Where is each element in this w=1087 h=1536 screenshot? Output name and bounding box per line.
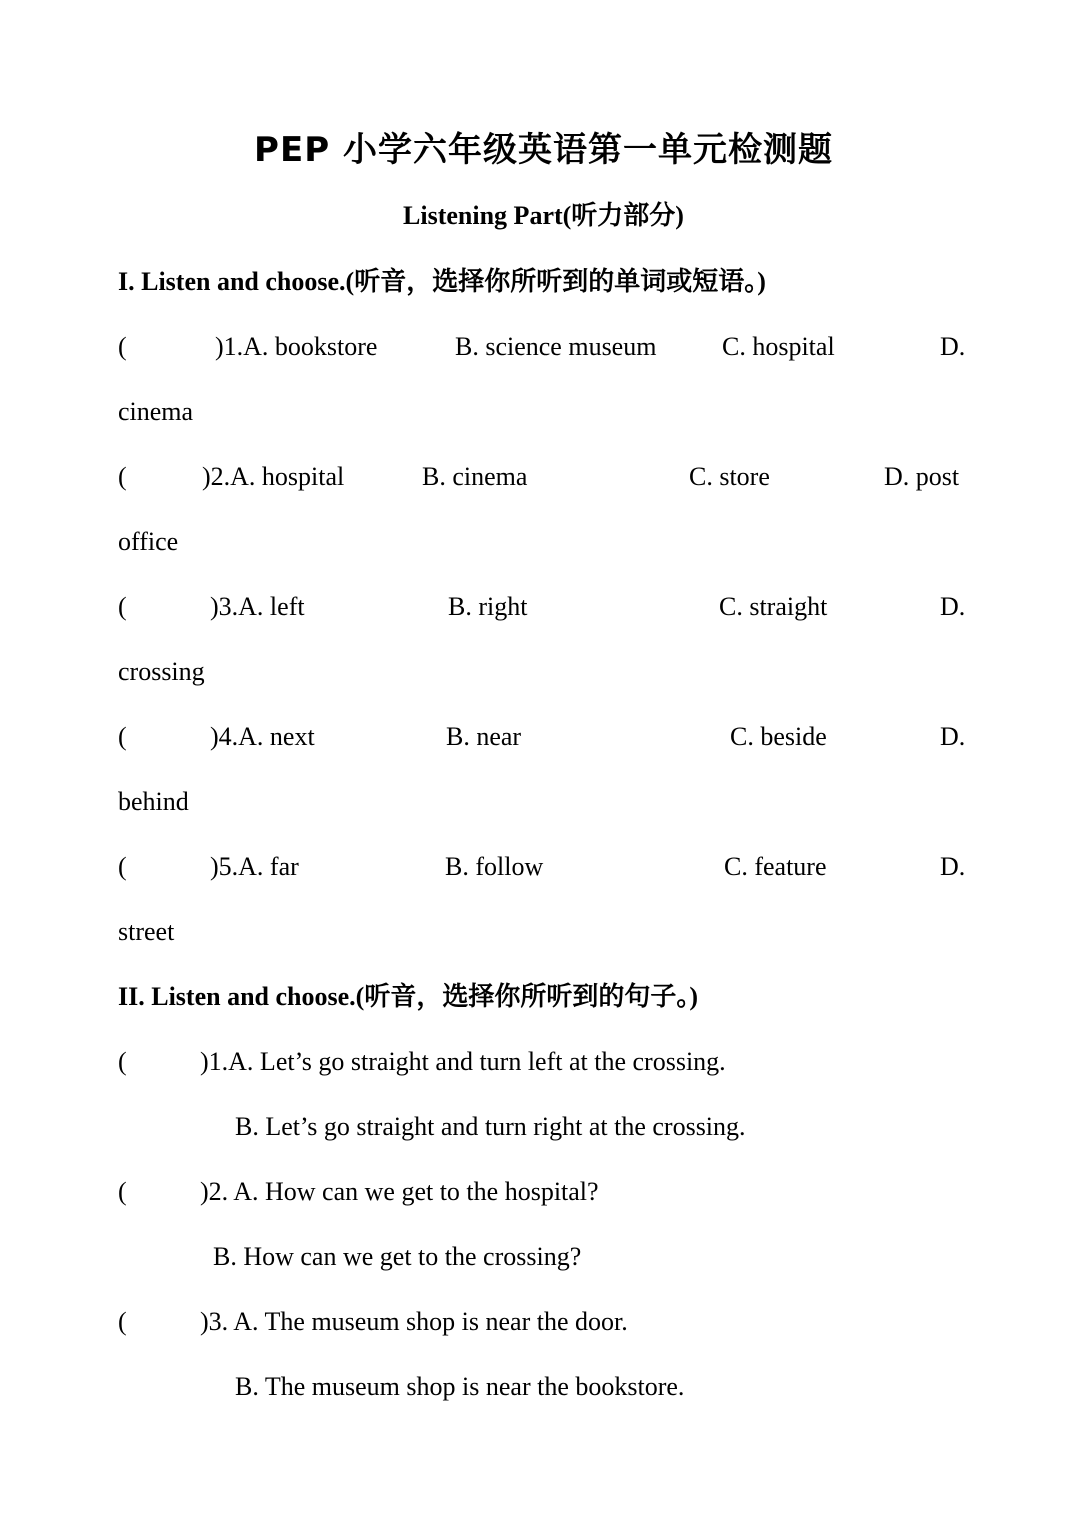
option-d: D. xyxy=(940,332,966,361)
sentence-a: )1.A. Let’s go straight and turn left at the crossing. xyxy=(200,1047,726,1076)
option-d-continued: crossing xyxy=(118,657,205,686)
option-b: B. cinema xyxy=(422,462,528,491)
option-c: C. beside xyxy=(730,722,827,751)
option-d: D. xyxy=(940,592,966,621)
option-c: C. feature xyxy=(724,852,827,881)
option-a: )3.A. left xyxy=(210,592,305,621)
option-d: D. xyxy=(940,722,966,751)
option-b: B. right xyxy=(448,592,528,621)
sentence-b: B. Let’s go straight and turn right at the crossing. xyxy=(235,1112,746,1141)
option-b: B. follow xyxy=(445,852,544,881)
option-c: C. store xyxy=(689,462,770,491)
option-d-continued: office xyxy=(118,527,179,556)
answer-blank: ( xyxy=(118,1307,127,1336)
option-a: )4.A. next xyxy=(210,722,315,751)
part-subtitle: Listening Part(听力部分) xyxy=(403,201,684,230)
option-d-continued: cinema xyxy=(118,397,194,426)
option-b: B. science museum xyxy=(455,332,657,361)
sentence-b: B. The museum shop is near the bookstore. xyxy=(235,1372,685,1401)
option-c: C. straight xyxy=(719,592,828,621)
option-a: )5.A. far xyxy=(210,852,299,881)
option-d-continued: street xyxy=(118,917,175,946)
option-a: )2.A. hospital xyxy=(202,462,345,491)
option-b: B. near xyxy=(446,722,522,751)
page-title: PEP 小学六年级英语第一单元检测题 xyxy=(254,130,833,170)
answer-blank: ( xyxy=(118,462,127,491)
option-d: D. post xyxy=(884,462,960,491)
section-1-heading: I. Listen and choose.(听音，选择你所听到的单词或短语。) xyxy=(118,267,766,296)
section-2-heading: II. Listen and choose.(听音，选择你所听到的句子。) xyxy=(118,982,698,1011)
option-d-continued: behind xyxy=(118,787,189,816)
option-d: D. xyxy=(940,852,966,881)
answer-blank: ( xyxy=(118,592,127,621)
answer-blank: ( xyxy=(118,852,127,881)
answer-blank: ( xyxy=(118,1047,127,1076)
sentence-b: B. How can we get to the crossing? xyxy=(213,1242,582,1271)
answer-blank: ( xyxy=(118,722,127,751)
answer-blank: ( xyxy=(118,332,127,361)
answer-blank: ( xyxy=(118,1177,127,1206)
sentence-a: )2. A. How can we get to the hospital? xyxy=(200,1177,599,1206)
option-c: C. hospital xyxy=(722,332,835,361)
option-a: )1.A. bookstore xyxy=(215,332,378,361)
sentence-a: )3. A. The museum shop is near the door. xyxy=(200,1307,628,1336)
